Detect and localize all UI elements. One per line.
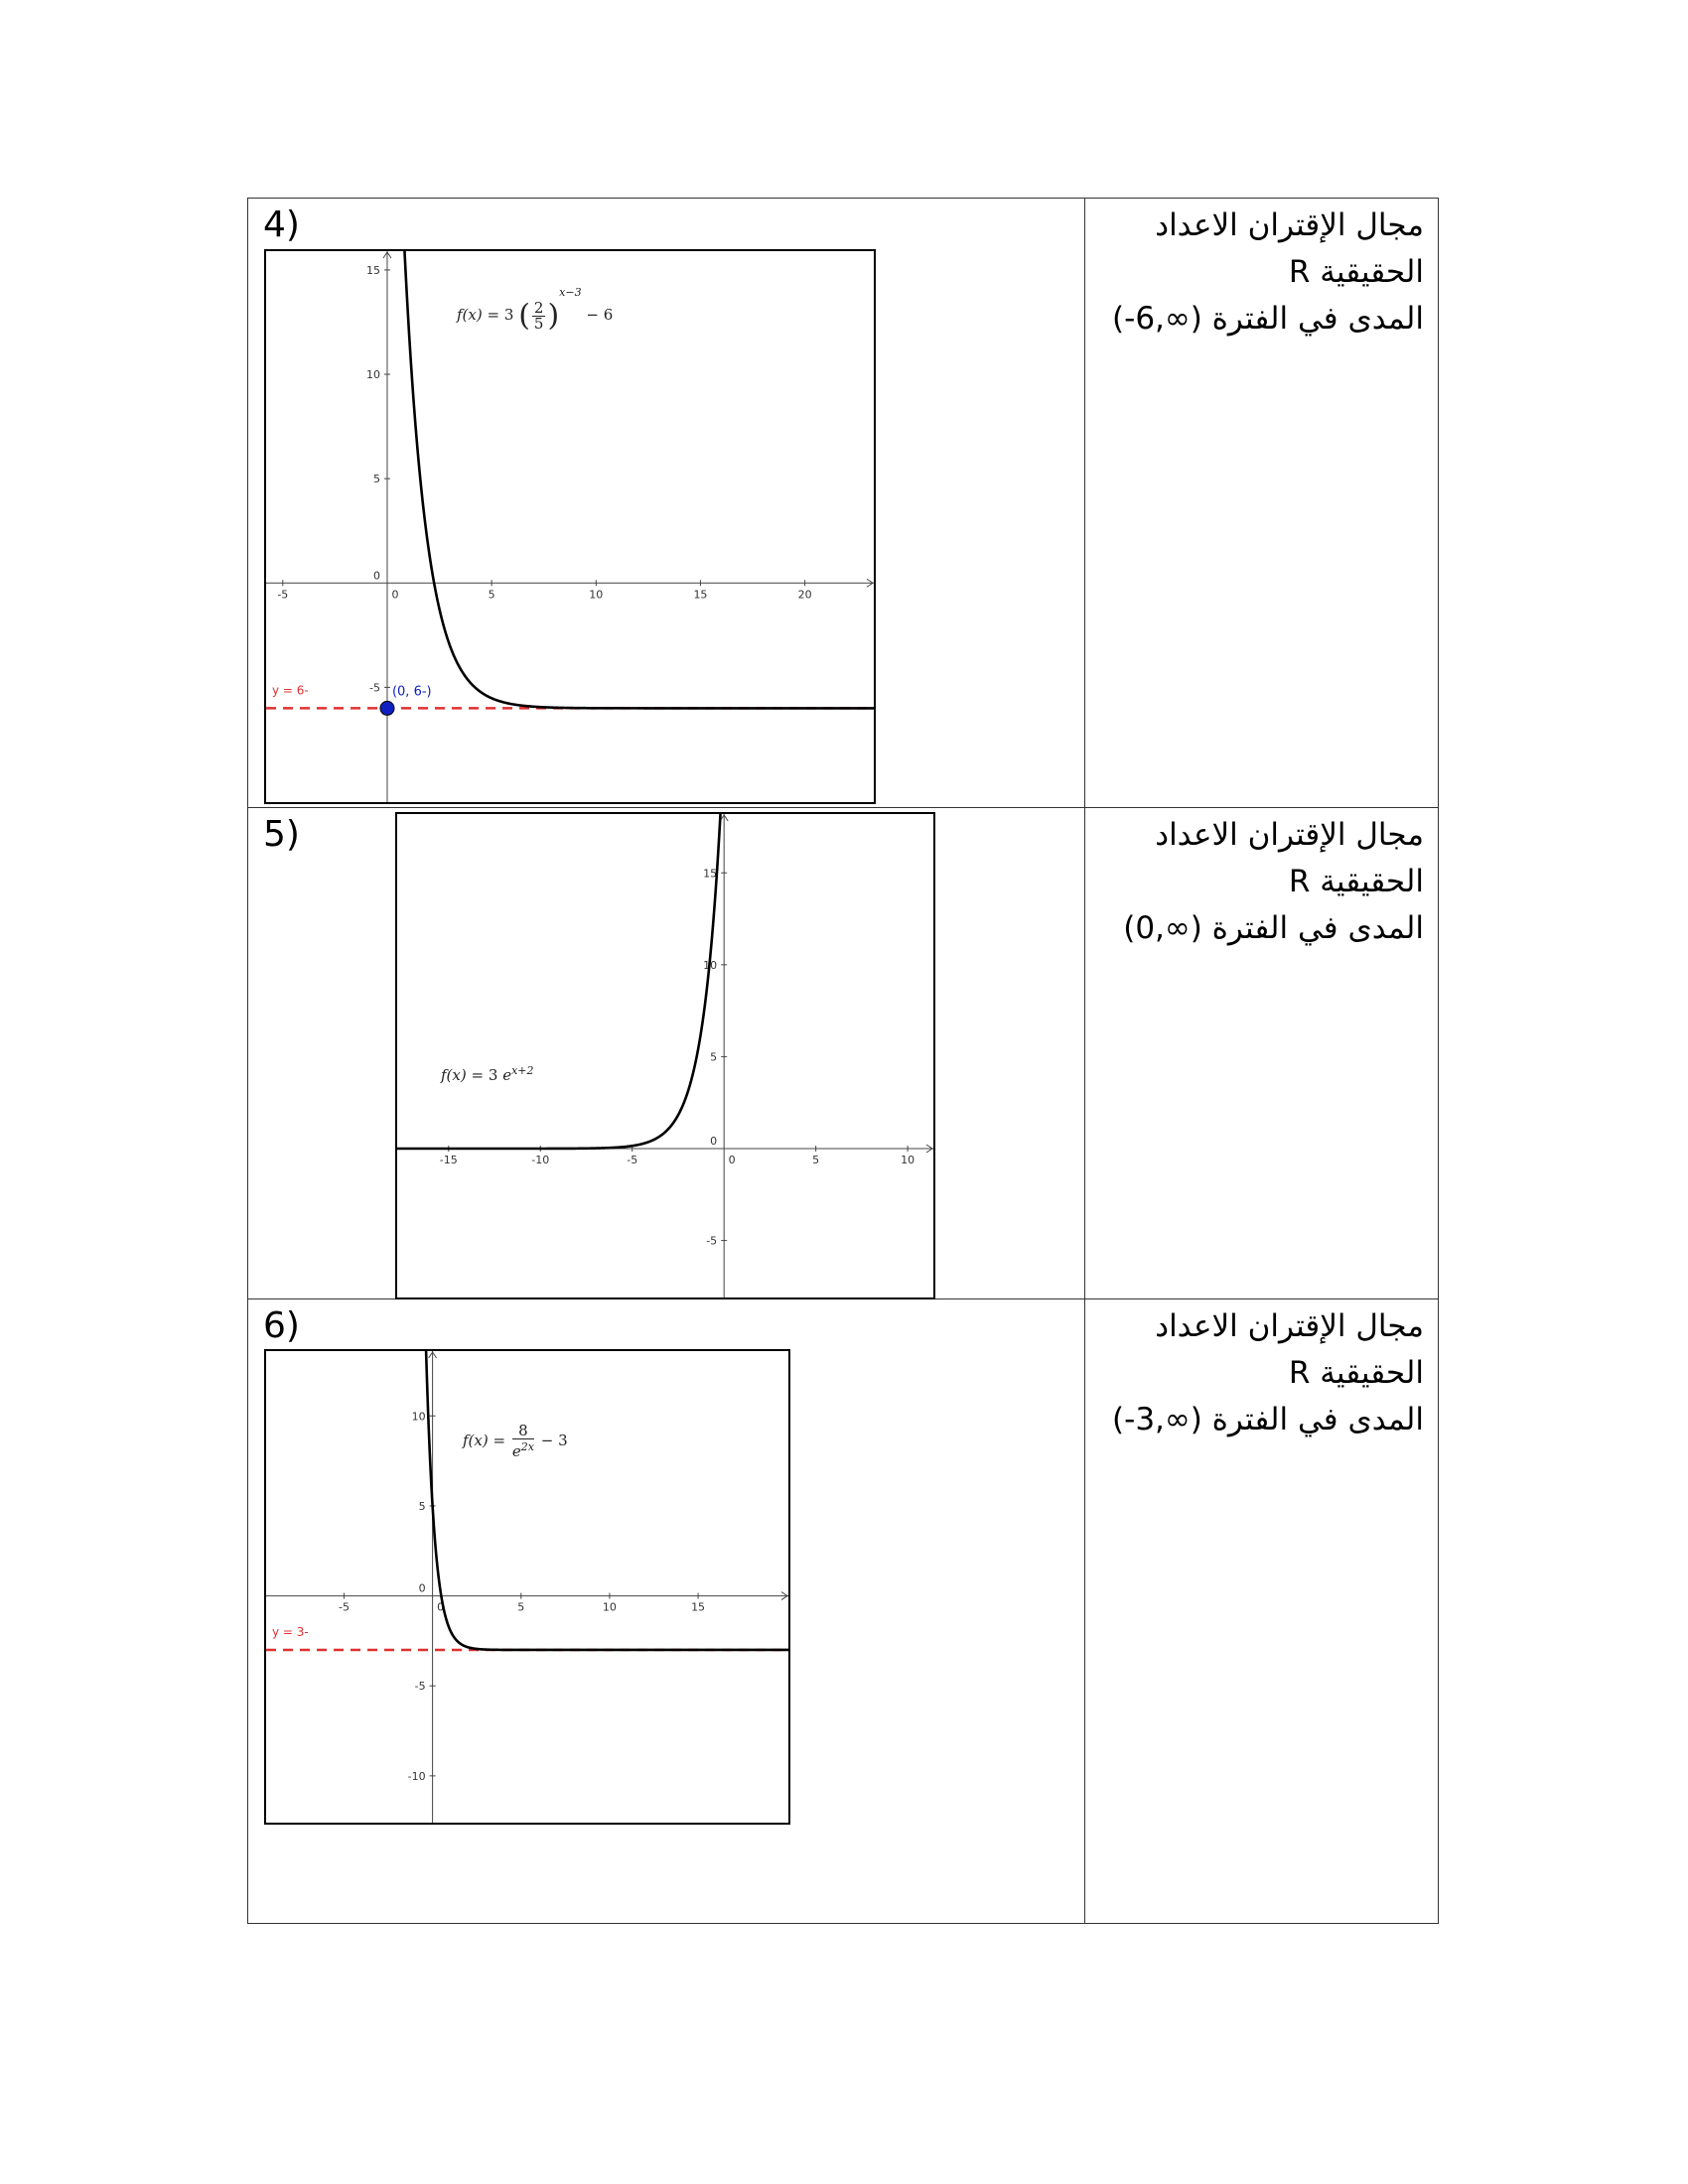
table-row [248, 808, 1439, 1299]
y-tick-label: -5 [369, 681, 380, 695]
exercise-table [247, 198, 1439, 1924]
graph-cell [248, 1299, 1085, 1924]
function-description [1085, 199, 1438, 342]
x-tick-label: 5 [488, 588, 495, 602]
x-tick-label: 15 [693, 588, 708, 602]
graph-plot [397, 814, 933, 1297]
y-tick-label: 10 [411, 1410, 426, 1424]
function-graph [264, 249, 876, 804]
formula-fraction [532, 298, 546, 333]
domain-set-line: الحقيقية R [1288, 864, 1424, 899]
x-tick-label: -5 [627, 1154, 638, 1167]
graph-cell [248, 808, 1085, 1299]
exercise-number: 5) [263, 814, 300, 855]
description-cell [1085, 1299, 1439, 1924]
formula-exponent: x−3 [559, 286, 582, 299]
exercise-number: 6) [263, 1305, 300, 1346]
x-tick-label: 0 [391, 588, 399, 602]
formula-fraction [512, 1424, 534, 1459]
formula-lhs: f(x) [441, 1066, 467, 1084]
asymptote-label: y = 3- [272, 1624, 309, 1639]
formula-base: e [502, 1066, 512, 1084]
y-tick-label: -5 [414, 1680, 426, 1694]
x-tick-label: 10 [589, 588, 604, 602]
function-formula [441, 1064, 534, 1084]
x-tick-label: 15 [691, 1600, 706, 1614]
y-tick-label: 10 [365, 368, 380, 382]
formula-numerator: 2 [533, 298, 544, 317]
description-cell [1085, 808, 1439, 1299]
x-tick-label: 10 [901, 1154, 915, 1167]
intercept-point-label: (0, 6-) [391, 684, 432, 700]
y-tick-label: -5 [706, 1234, 718, 1248]
function-formula [463, 1424, 568, 1459]
y-tick-label: -10 [407, 1769, 426, 1783]
function-curve [397, 814, 933, 1149]
y-tick-label: 5 [418, 1499, 426, 1513]
range-line: المدى في الفترة (∞,0) [1123, 910, 1424, 946]
exercise-number: 4) [263, 205, 300, 245]
function-graph [395, 812, 935, 1299]
domain-set-line: الحقيقية R [1288, 1355, 1424, 1391]
formula-denominator: 5 [533, 314, 544, 333]
domain-set-line: الحقيقية R [1288, 254, 1424, 290]
table-row [248, 199, 1439, 808]
graph-plot [266, 251, 874, 802]
y-tick-label: 0 [710, 1135, 718, 1149]
y-tick-label: 0 [372, 569, 380, 583]
formula-denominator: e [511, 1442, 521, 1460]
y-tick-label: 10 [703, 958, 718, 972]
formula-equals: = [487, 306, 500, 324]
formula-lhs: f(x) [463, 1432, 489, 1449]
range-line: المدى في الفترة (∞,3-) [1112, 1402, 1424, 1437]
domain-line: مجال الإقتران الاعداد [1155, 1308, 1424, 1344]
function-graph [264, 1349, 790, 1825]
formula-denominator-exponent: 2x [520, 1440, 534, 1453]
x-tick-label: 5 [517, 1600, 525, 1614]
range-line: المدى في الفترة (∞,6-) [1112, 301, 1424, 337]
y-tick-label: 15 [703, 867, 718, 881]
function-description [1085, 1299, 1438, 1443]
x-tick-label: -5 [338, 1600, 350, 1614]
formula-equals: = [492, 1432, 506, 1449]
x-tick-label: 5 [812, 1154, 820, 1167]
y-tick-label: 5 [710, 1050, 718, 1064]
domain-line: مجال الإقتران الاعداد [1155, 207, 1424, 243]
domain-line: مجال الإقتران الاعداد [1155, 817, 1424, 853]
x-tick-label: -5 [277, 588, 289, 602]
x-tick-label: -10 [531, 1154, 550, 1167]
intercept-point [380, 701, 394, 715]
y-tick-label: 0 [418, 1581, 426, 1595]
x-tick-label: 10 [602, 1600, 617, 1614]
description-cell [1085, 199, 1439, 808]
x-tick-label: 0 [437, 1600, 445, 1614]
graph-cell [248, 199, 1085, 808]
y-tick-label: 5 [372, 473, 380, 486]
formula-coefficient: 3 [488, 1066, 498, 1084]
formula-tail: − 6 [586, 306, 614, 324]
formula-coefficient: 3 [503, 306, 514, 324]
x-tick-label: 20 [797, 588, 812, 602]
formula-lhs: f(x) [457, 306, 483, 324]
asymptote-label: y = 6- [272, 683, 309, 698]
y-tick-label: 15 [365, 263, 380, 277]
table-row [248, 1299, 1439, 1924]
function-formula: f(x) = 3 ( $\frac{2}{5}$ )$^{x-3}$ − 6 [457, 286, 614, 334]
function-description [1085, 808, 1438, 952]
formula-numerator: 8 [512, 1424, 534, 1439]
formula-equals: = [471, 1066, 485, 1084]
formula-tail: − 3 [540, 1432, 568, 1449]
x-tick-label: -15 [439, 1154, 458, 1167]
x-tick-label: 0 [728, 1154, 736, 1167]
formula-exponent: x+2 [511, 1064, 534, 1077]
